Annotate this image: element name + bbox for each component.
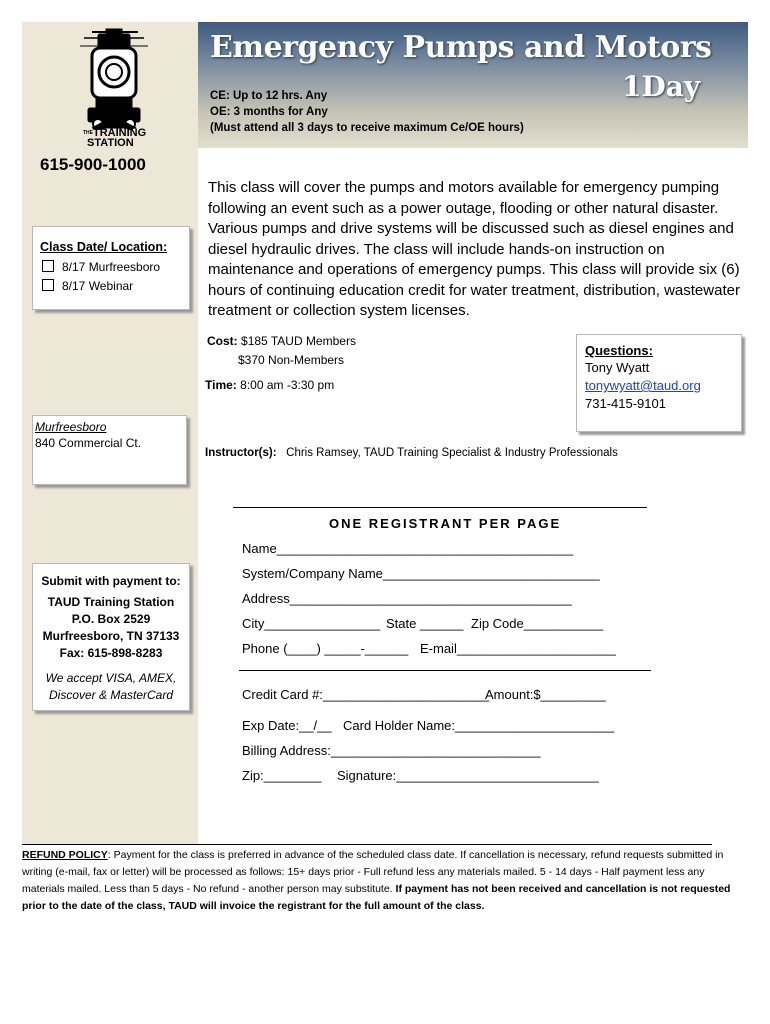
questions-box (576, 334, 742, 432)
form-middle-divider (239, 670, 651, 671)
cost-non-members: $370 Non-Members (238, 353, 345, 367)
name-field[interactable]: Name_________________________________________ (242, 541, 574, 556)
refund-policy (22, 847, 748, 915)
ce-line3: (Must attend all 3 days to receive maximum Ce/OE hours) (210, 122, 524, 134)
checkbox-icon[interactable] (42, 260, 54, 272)
credit-card-field[interactable]: Credit Card #:_______________________ (242, 687, 490, 702)
signature-field[interactable]: Signature:____________________________ (337, 768, 599, 783)
contact-email-link[interactable]: tonywyatt@taud.org (585, 378, 701, 393)
ce-info (210, 88, 524, 136)
page-title: Emergency Pumps and Motors (210, 30, 712, 65)
payment-cards: We accept VISA, AMEX, Discover & MasterCard (45, 671, 177, 702)
logo-text (83, 128, 153, 148)
cost-members: $185 TAUD Members (241, 334, 356, 348)
instructor-label: Instructor(s): (205, 447, 277, 459)
payment-org: TAUD Training Station (47, 595, 175, 609)
card-holder-field[interactable]: Card Holder Name:______________________ (343, 718, 615, 733)
checkbox-icon[interactable] (42, 279, 54, 291)
ce-line2: OE: 3 months for Any (210, 106, 328, 118)
billing-address-field[interactable]: Billing Address:_____________________________ (242, 743, 541, 758)
location-box (32, 415, 187, 485)
time-section (205, 378, 334, 392)
payment-fax: Fax: 615-898-8283 (59, 646, 163, 660)
logo-line1: TRAINING (93, 127, 147, 139)
phone-field[interactable]: Phone (____) _____-______ (242, 641, 409, 656)
zip-field[interactable]: Zip Code___________ (471, 616, 604, 631)
cost-label: Cost: (207, 334, 238, 348)
refund-label: REFUND POLICY (22, 849, 108, 861)
class-date-item[interactable] (42, 279, 189, 293)
form-heading: ONE REGISTRANT PER PAGE (329, 516, 562, 531)
location-city: Murfreesboro (35, 420, 107, 434)
amount-field[interactable]: Amount:$_________ (485, 687, 606, 702)
zip2-field[interactable]: Zip:________ (242, 768, 322, 783)
payment-box-number: P.O. Box 2529 (71, 612, 151, 626)
exp-date-field[interactable]: Exp Date:__/__ (242, 718, 332, 733)
refund-divider (22, 844, 712, 845)
contact-name: Tony Wyatt (585, 360, 650, 375)
city-field[interactable]: City________________ (242, 616, 381, 631)
instructor-value: Chris Ramsey, TAUD Training Specialist & Industry Professionals (286, 447, 618, 459)
contact-phone-number: 731-415-9101 (585, 396, 666, 411)
time-value: 8:00 am -3:30 pm (240, 378, 335, 392)
payment-heading: Submit with payment to: (41, 574, 181, 588)
company-field[interactable]: System/Company Name______________________________ (242, 566, 600, 581)
state-field[interactable]: State ______ (386, 616, 464, 631)
class-date-label: 8/17 Webinar (62, 279, 134, 293)
instructor-line (205, 447, 618, 459)
location-address: 840 Commercial Ct. (35, 436, 142, 450)
time-label: Time: (205, 378, 237, 392)
class-date-heading: Class Date/ Location: (40, 240, 168, 254)
email-field[interactable]: E-mail______________________ (420, 641, 616, 656)
class-date-item[interactable] (42, 260, 189, 274)
questions-heading: Questions: (585, 343, 653, 358)
class-date-label: 8/17 Murfreesboro (62, 260, 161, 274)
class-description: This class will cover the pumps and motors available for emergency pumping following an event such as a power outage, flooding or other natural disaster. Various pumps and drive systems will be discussed such as diesel engines and diesel hydraulic drives. The class will include hands-on instruction on maintenance and operations of emergency pumps. This class will provide six (6) hours of continuing education credit for water treatment, distribution, wastewater treatment or collection system licenses. (208, 179, 740, 319)
refund-text: : Payment for the class is preferred in advance of the scheduled class date. If cancellation is necessary, refund requests submitted in writing (e-mail, fax or letter) will be processed as follows: 15+ days prior - Full refund less any materials mailed. 5 - 14 days - Half payment less any materials mailed. Less than 5 days - No refund - another person may substitute. (22, 849, 724, 895)
refund-bold-text: If payment has not been received and cancellation is not requested prior to the date of the class, TAUD will invoice the registrant for the full amount of the class. (22, 883, 731, 912)
contact-phone: 615-900-1000 (40, 155, 146, 174)
address-field[interactable]: Address_______________________________________ (242, 591, 572, 606)
logo-small-text: THE (83, 130, 93, 136)
form-top-divider (233, 507, 647, 508)
duration-label: 1Day (622, 70, 701, 103)
payment-box (32, 563, 190, 711)
cost-section (207, 332, 356, 370)
ce-line1: CE: Up to 12 hrs. Any (210, 90, 328, 102)
logo-line2: STATION (87, 137, 134, 149)
class-date-box (32, 226, 190, 310)
payment-city: Murfreesboro, TN 37133 (42, 629, 180, 643)
